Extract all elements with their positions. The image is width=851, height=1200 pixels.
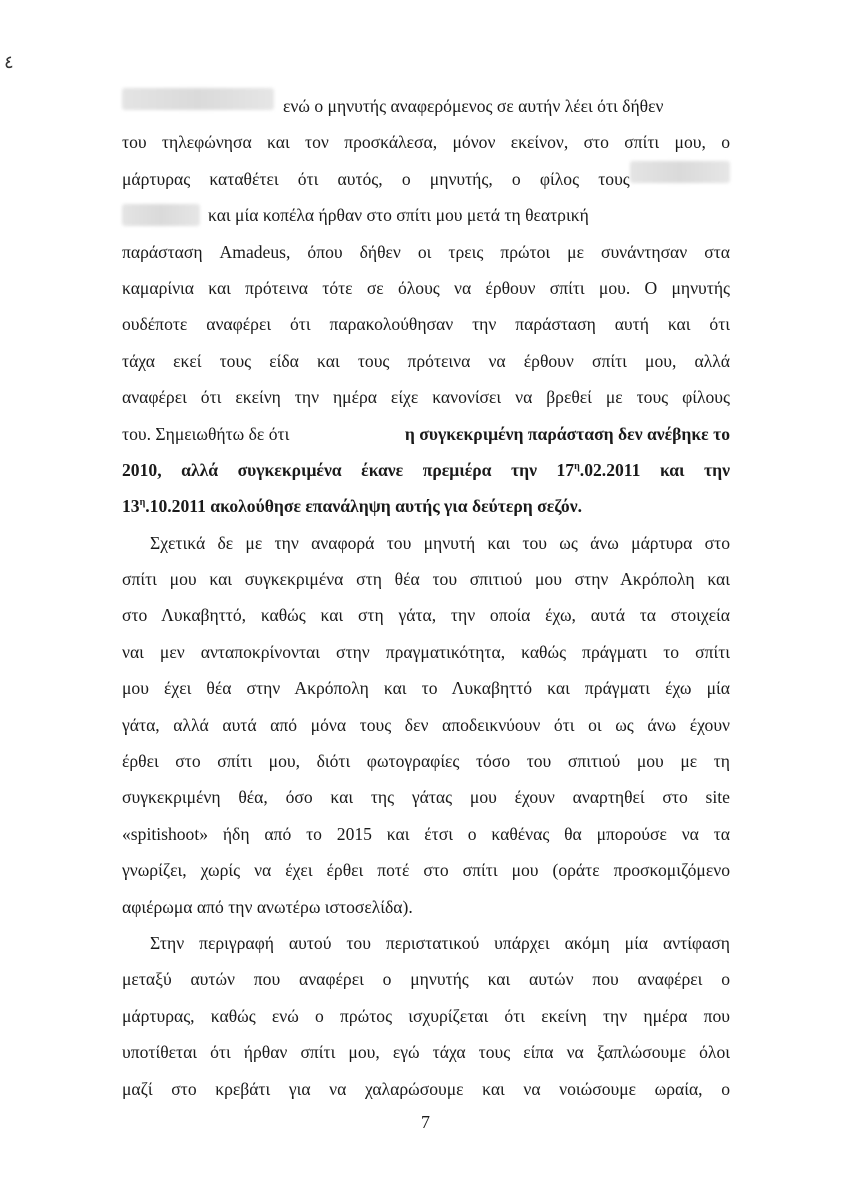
text-line-13: Σχετικά δε με την αναφορά του μηνυτή και του ως άνω μάρτυρα στο — [150, 532, 730, 553]
text-line-7: ουδέποτε αναφέρει ότι παρακολούθησαν την παράσταση αυτή και ότι — [122, 314, 730, 335]
text-line-16: ναι μεν ανταποκρίνονται στην πραγματικότητα, καθώς πράγματι το σπίτι — [122, 641, 730, 662]
text-line-14: σπίτι μου και συγκεκριμένα στη θέα του σπιτιού μου στην Ακρόπολη και — [122, 569, 730, 590]
text-line-28: μαζί στο κρεβάτι για να χαλαρώσουμε και να νοιώσουμε ωραία, ο — [122, 1078, 730, 1099]
redacted-name — [630, 161, 730, 183]
text-line-8: τάχα εκεί τους είδα και τους πρότεινα να έρθουν σπίτι μου, αλλά — [122, 350, 730, 371]
corner-mark: ٤ — [4, 52, 14, 72]
text-line-22: γνωρίζει, χωρίς να έχει έρθει ποτέ στο σπίτι μου (οράτε προσκομιζόμενο — [122, 860, 730, 881]
text-line-18: γάτα, αλλά αυτά από μόνα τους δεν αποδεικνύουν ότι οι ως άνω έχουν — [122, 714, 730, 735]
page-number: 7 — [421, 1112, 430, 1132]
text-line-2: του τηλεφώνησα και τον προσκάλεσα, μόνον εκείνον, στο σπίτι μου, ο — [122, 132, 730, 153]
text-line-20: συγκεκριμένη θέα, όσο και της γάτας μου έχουν αναρτηθεί στο site — [122, 787, 730, 808]
text-line-10: του. Σημειωθήτω δε ότι η συγκεκριμένη παράσταση δεν ανέβηκε το — [122, 416, 730, 452]
text-line-5: παράσταση Amadeus, όπου δήθεν οι τρεις πρώτοι με συνάντησαν στα — [122, 241, 730, 262]
text-line-24: Στην περιγραφή αυτού του περιστατικού υπάρχει ακόμη μία αντίφαση — [150, 932, 730, 953]
text-line-27: υποτίθεται ότι ήρθαν σπίτι μου, εγώ τάχα τους είπα να ξαπλώσουμε όλοι — [122, 1042, 730, 1063]
text-line-19: έρθει στο σπίτι μου, διότι φωτογραφίες τόσο του σπιτιού μου με τη — [122, 751, 730, 772]
bold-emphasis: η συγκεκριμένη παράσταση δεν ανέβηκε το — [404, 423, 730, 444]
text-line-12: $13^\eta.10.2011$ ακολούθησε επανάληψη αυτής για δεύτερη σεζόν. — [122, 496, 582, 517]
text-line-17: μου έχει θέα στην Ακρόπολη και το Λυκαβηττό και πράγματι έχω μία — [122, 678, 730, 699]
text-line-15: στο Λυκαβηττό, καθώς και στη γάτα, την οποία έχω, αυτά τα στοιχεία — [122, 605, 730, 626]
text-line-6: καμαρίνια και πρότεινα τότε σε όλους να έρθουν σπίτι μου. Ο μηνυτής — [122, 277, 730, 298]
text-line-3: μάρτυρας καταθέτει ότι αυτός, ο μηνυτής, ο φίλος τους — [122, 161, 730, 197]
text-line-23: αφιέρωμα από την ανωτέρω ιστοσελίδα). — [122, 896, 413, 917]
text-line-1: ενώ ο μηνυτής αναφερόμενος σε αυτήν λέει ότι δήθεν — [122, 88, 730, 124]
text-line-26: μάρτυρας, καθώς ενώ ο πρώτος ισχυρίζεται ότι εκείνη την ημέρα που — [122, 1005, 730, 1026]
text-line-9: αναφέρει ότι εκείνη την ημέρα είχε κανονίσει να βρεθεί με τους φίλους — [122, 387, 730, 408]
document-body — [122, 88, 730, 1107]
text-line-11: 2010, αλλά συγκεκριμένα έκανε πρεμιέρα την $17^\eta.02.2011$ και την — [122, 459, 730, 480]
redacted-name — [122, 204, 200, 226]
text-line-4: και μία κοπέλα ήρθαν στο σπίτι μου μετά τη θεατρική — [122, 197, 730, 233]
text-line-21: «spitishoot» ήδη από το 2015 και έτσι ο καθένας θα μπορούσε να τα — [122, 823, 730, 844]
text-line-25: μεταξύ αυτών που αναφέρει ο μηνυτής και αυτών που αναφέρει ο — [122, 969, 730, 990]
redacted-name — [122, 88, 274, 110]
